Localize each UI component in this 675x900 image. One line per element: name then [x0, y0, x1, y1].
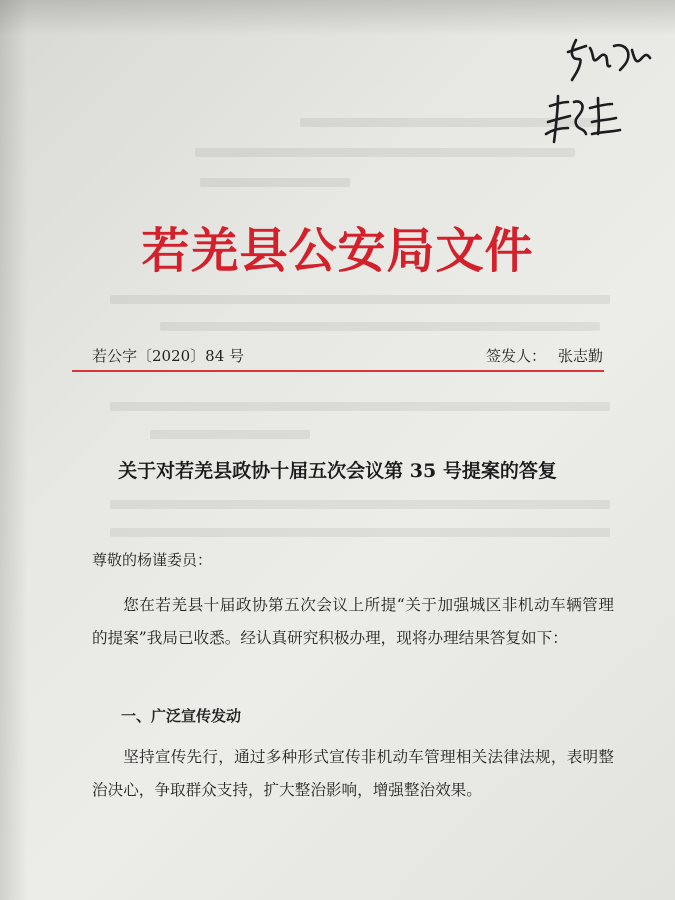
- document-title: 关于对若羌县政协十届五次会议第 35 号提案的答复: [118, 460, 557, 482]
- issuer-name: 张志勤: [557, 347, 603, 365]
- show-through-line: [150, 430, 310, 439]
- handwritten-signature-icon: [528, 30, 668, 170]
- issuer-label: 签发人：: [485, 347, 546, 365]
- show-through-line: [160, 322, 600, 331]
- show-through-line: [110, 402, 610, 411]
- show-through-line: [110, 528, 610, 537]
- document-number: 若公字〔2020〕84 号: [92, 347, 245, 365]
- show-through-line: [195, 148, 575, 157]
- salutation: 尊敬的杨谨委员：: [92, 551, 213, 569]
- body-paragraph-1: 您在若羌县十届政协第五次会议上所提“关于加强城区非机动车辆管理的提案”我局已收悉。经认真研究积极办理，现将办理结果答复如下：: [92, 596, 614, 647]
- red-divider-line: [72, 370, 604, 372]
- document-header-title: 若羌县公安局文件: [141, 223, 534, 279]
- body-paragraph-2: 坚持宣传先行，通过多种形式宣传非机动车管理相关法律法规，表明整治决心，争取群众支持，扩大整治影响，增强整治效果。: [92, 748, 614, 799]
- show-through-line: [200, 178, 350, 187]
- show-through-line: [110, 295, 610, 304]
- show-through-line: [110, 500, 610, 509]
- issuer-line: [486, 345, 603, 366]
- page-shadow-left: [0, 0, 28, 900]
- section-heading-1: 一、广泛宣传发动: [121, 707, 242, 725]
